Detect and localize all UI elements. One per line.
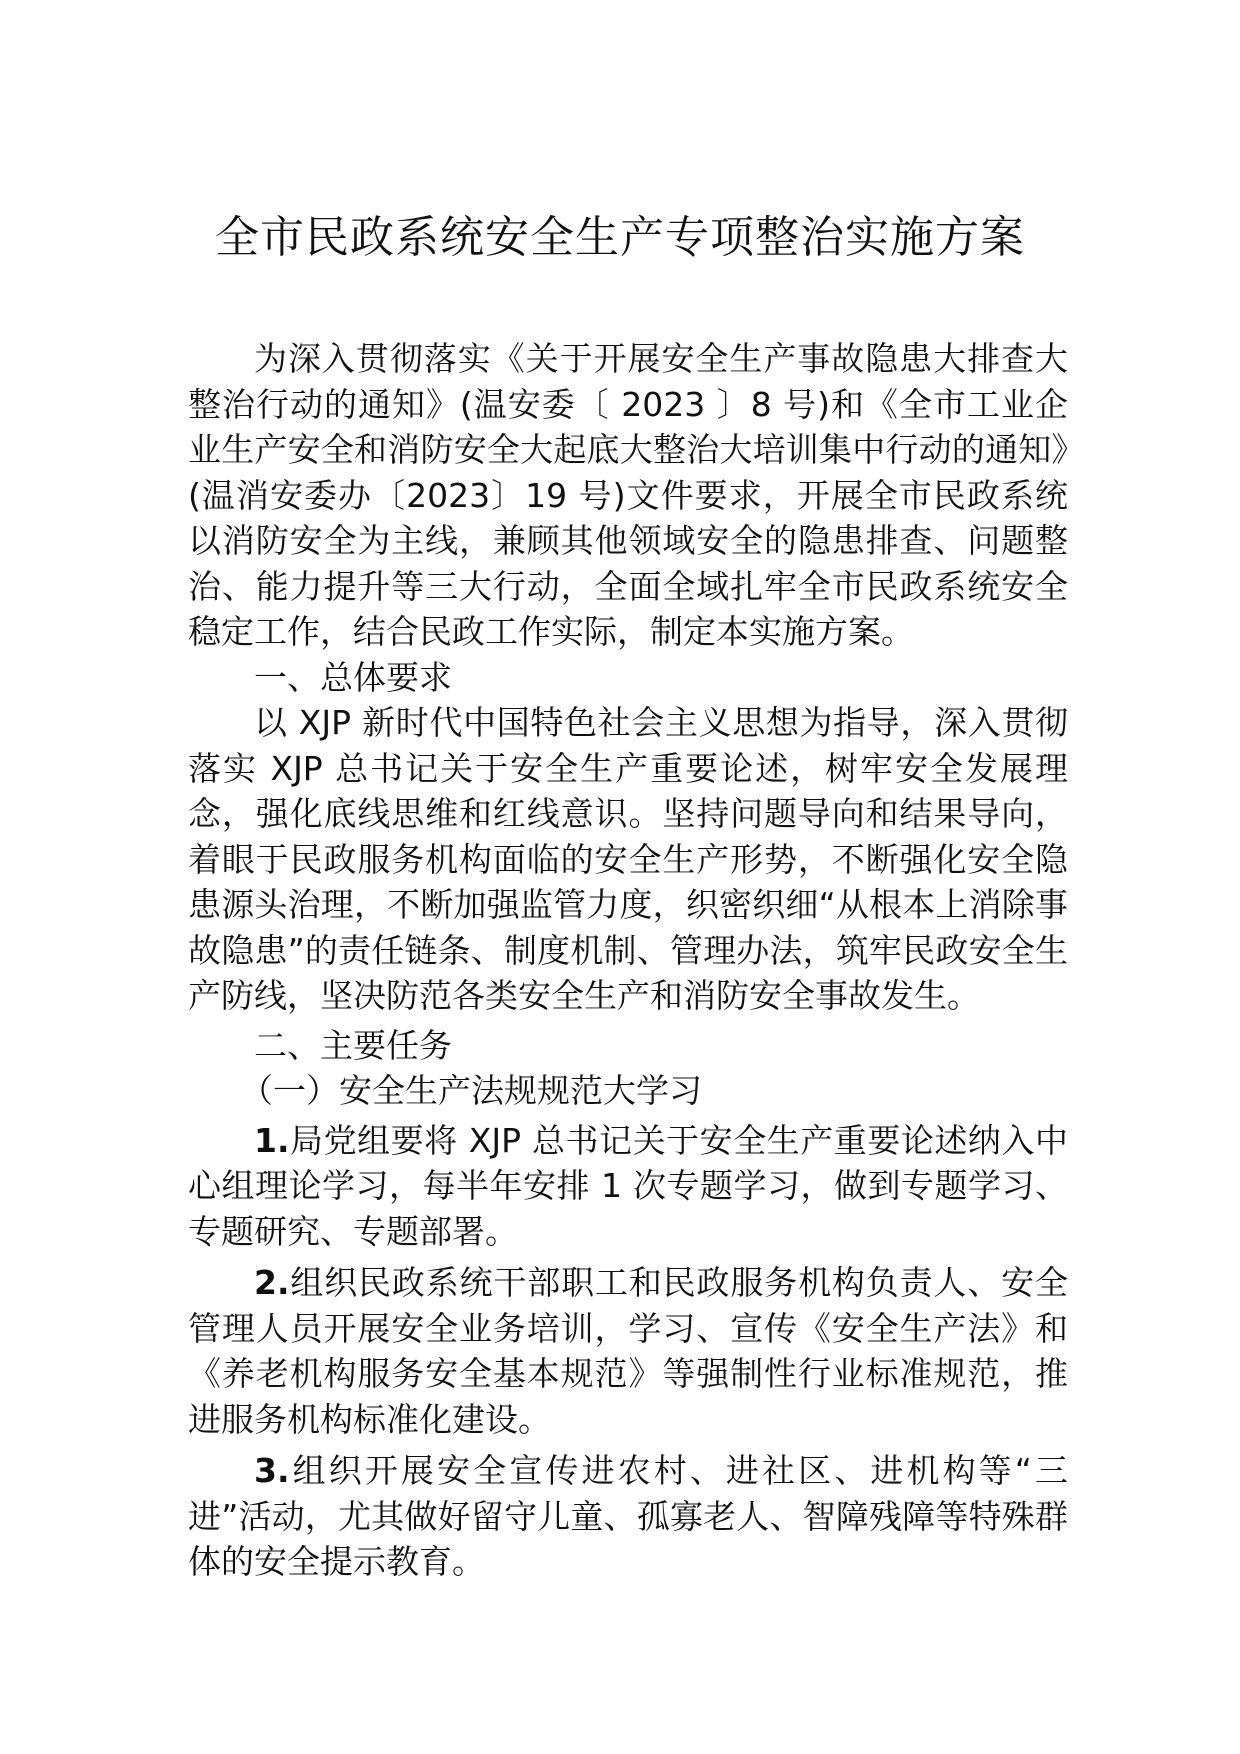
task-item-number: 3. <box>254 1451 290 1490</box>
task-item-number: 2. <box>254 1263 290 1302</box>
task-item-text: 组织民政系统干部职工和民政服务机构负责人、安全管理人员开展安全业务培训，学习、宣传《安全生产法》和《养老机构服务安全基本规范》等强制性行业标准规范，推进服务机构标准化建设。 <box>188 1263 1068 1439</box>
task-item-2 <box>188 1260 1068 1442</box>
document-title: 全市民政系统安全生产专项整治实施方案 <box>215 212 1025 263</box>
task-item-text: 组织开展安全宣传进农村、进社区、进机构等“三进”活动，尤其做好留守儿童、孤寡老人、智障残障等特殊群体的安全提示教育。 <box>188 1451 1068 1581</box>
task-item-text: 局党组要将 XJP 总书记关于安全生产重要论述纳入中心组理论学习，每半年安排 1 次专题学习，做到专题学习、专题研究、专题部署。 <box>188 1120 1068 1251</box>
subsection-heading-study: （一）安全生产法规规范大学习 <box>240 1071 702 1110</box>
intro-paragraph: 为深入贯彻落实《关于开展安全生产事故隐患大排查大整治行动的通知》(温安委〔 2023 〕8 号)和《全市工业企业生产安全和消防安全大起底大整治大培训集中行动的通知》(温消安委办〔2023〕19 号)文件要求，开展全市民政系统以消防安全为主线，兼顾其他领域安全的隐患排查、问题整治、能力提升等三大行动，全面全域扎牢全市民政系统安全稳定工作，结合民政工作实际，制定本实施方案。 <box>188 339 1068 651</box>
section-heading-general-requirements: 一、总体要求 <box>254 657 452 697</box>
task-item-number: 1. <box>254 1120 290 1160</box>
document-body <box>188 336 1068 1585</box>
general-requirements-paragraph: 以 XJP 新时代中国特色社会主义思想为指导，深入贯彻落实 XJP 总书记关于安全生产重要论述，树牢安全发展理念，强化底线思维和红线意识。坚持问题导向和结果导向，着眼于民政服务机构面临的安全生产形势，不断强化安全隐患源头治理，不断加强监管力度，织密织细“从根本上消除事故隐患”的责任链条、制度机制、管理办法，筑牢民政安全生产防线，坚决防范各类安全生产和消防安全事故发生。 <box>188 703 1068 1015</box>
task-item-1 <box>188 1118 1068 1255</box>
task-item-3 <box>188 1448 1068 1585</box>
section-heading-main-tasks: 二、主要任务 <box>254 1025 452 1065</box>
